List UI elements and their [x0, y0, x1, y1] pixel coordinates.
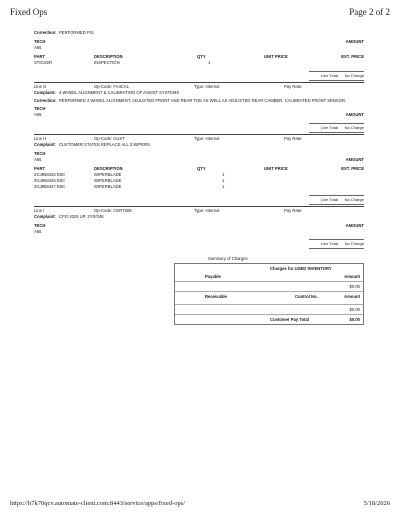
page-url: https://h7k70qcv.automate-client.com:8443/service/apps/fixed-ops/: [10, 500, 186, 507]
receivable-amount-header: Amount: [344, 294, 360, 299]
part-qty: 1: [208, 60, 211, 65]
amount-header: AMOUNT: [345, 157, 364, 162]
line-g-block: [34, 84, 364, 132]
tech-value: A65: [34, 112, 42, 117]
line-total-box: [34, 240, 364, 248]
line-i-tech-value-row: [34, 229, 364, 235]
tech-value: A65: [34, 157, 42, 162]
line-i-label: Line I: [34, 208, 45, 213]
payable-row: [175, 272, 363, 281]
part-qty: 1: [222, 184, 225, 189]
amount-header: AMOUNT: [345, 223, 364, 228]
complaint-label: Complaint:: [34, 142, 56, 147]
line-total-value: No Charge: [344, 197, 364, 202]
control-number-header: Control No.: [295, 294, 318, 299]
receivable-value: $0.00: [349, 307, 360, 312]
unit-price-header: UNIT PRICE: [264, 54, 288, 59]
summary-title: Summary of Charges: [208, 256, 248, 261]
table-row: [34, 184, 364, 190]
line-i-pay-rate: Pay Rate:: [284, 208, 303, 213]
repair-order-content: [34, 30, 364, 325]
line-total-box: [34, 196, 364, 204]
line-i-divider: [34, 206, 364, 207]
line-g-complaint-row: [34, 90, 364, 96]
correction-label: Correction:: [34, 98, 57, 103]
correction-text: PERFORMED PSI: [59, 30, 94, 35]
line-g-correction-row: [34, 98, 364, 104]
page-header: [10, 7, 390, 19]
tech-label: TECH: [34, 223, 46, 228]
part-number: 2GJ958427 E8C: [34, 184, 65, 189]
summary-grid: [174, 263, 364, 325]
amount-header: AMOUNT: [345, 39, 364, 44]
line-g-pay-rate: Pay Rate:: [284, 84, 303, 89]
complaint-label: Complaint:: [34, 90, 56, 95]
part-header: PART: [34, 166, 46, 171]
line-i-block: [34, 208, 364, 248]
amount-header: AMOUNT: [345, 112, 364, 117]
print-date: 5/18/2026: [363, 500, 390, 507]
line-g-type: Type: Internal: [194, 84, 220, 89]
receivable-label: Receivable: [205, 294, 227, 299]
line-i-type: Type: Internal: [194, 208, 220, 213]
line-g-tech-value-row: [34, 112, 364, 118]
correction-text: PERFORMED 4 WHEEL ALIGNMENT, ADJUSTED FRONT AND REAR TOE AS WELL AS ADJUSTED REAR CAMBER. CALIBRATED FRONT SENSOR.: [59, 98, 347, 103]
tech-value: A65: [34, 229, 42, 234]
line-g-opcode: Op-Code: FA4CAL: [94, 84, 129, 89]
summary-heading-row: [175, 264, 363, 272]
correction-row: [34, 30, 364, 36]
part-number: STICKER: [34, 60, 53, 65]
line-total-value: No Charge: [344, 73, 364, 78]
line-total-label: Line Total: [320, 73, 338, 78]
continued-line-block: [34, 30, 364, 80]
part-description: WIPERBLADE: [94, 172, 122, 177]
tech-value-row: [34, 45, 364, 51]
tech-label: TECH: [34, 106, 46, 111]
part-header: PART: [34, 54, 46, 59]
line-h-label: Line H: [34, 136, 47, 141]
part-description: WIPERBLADE: [94, 178, 122, 183]
part-description: INSPECTION: [94, 60, 120, 65]
line-total-label: Line Total: [320, 197, 338, 202]
complaint-text: CUSTOMER STATES REPLACE ALL 3 WIPERS.: [59, 142, 151, 147]
ext-price-header: EXT. PRICE: [341, 166, 364, 171]
line-i-complaint-row: [34, 214, 364, 220]
line-i-opcode: Op-Code: CERT308: [94, 208, 132, 213]
line-h-tech-value-row: [34, 157, 364, 163]
line-total-value: No Charge: [344, 241, 364, 246]
line-h-complaint-row: [34, 142, 364, 148]
payable-label: Payable: [205, 274, 221, 279]
part-qty: 1: [222, 172, 225, 177]
unit-price-header: UNIT PRICE: [264, 166, 288, 171]
complaint-text: CPO 2025 UP, 2YR/24K: [59, 214, 105, 219]
part-number: 2GJ958426 E8C: [34, 172, 65, 177]
payable-value-row: [175, 281, 363, 291]
ext-price-header: EXT. PRICE: [341, 54, 364, 59]
tech-label: TECH: [34, 39, 46, 44]
complaint-label: Complaint:: [34, 214, 56, 219]
customer-pay-total-label: Customer Pay Total: [270, 317, 310, 322]
page-number: Page 2 of 2: [349, 7, 390, 17]
line-h-type: Type: Internal: [194, 136, 220, 141]
line-g-label: Line G: [34, 84, 47, 89]
line-total-box: [34, 124, 364, 132]
line-total-box: [34, 72, 364, 80]
correction-label: Correction:: [34, 30, 57, 35]
line-h-divider: [34, 134, 364, 135]
tech-value: A65: [34, 45, 42, 50]
complaint-text: 4 WHEEL ALIGNMENT & CALIBRATION OF ASSIST SYSTEMS: [59, 90, 180, 95]
part-description: WIPERBLADE: [94, 184, 122, 189]
summary-of-charges: [174, 256, 364, 325]
qty-header: QTY: [197, 54, 206, 59]
line-total-value: No Charge: [344, 125, 364, 130]
description-header: DESCRIPTION: [94, 166, 123, 171]
line-h-opcode: Op-Code: CUST: [94, 136, 125, 141]
payable-amount-header: Amount: [344, 274, 360, 279]
summary-heading: Charges for USED INVENTORY: [270, 266, 332, 271]
line-total-label: Line Total: [320, 241, 338, 246]
part-qty: 1: [222, 178, 225, 183]
customer-pay-total-row: [175, 314, 363, 324]
description-header: DESCRIPTION: [94, 54, 123, 59]
receivable-row: [175, 291, 363, 304]
tech-label: TECH: [34, 151, 46, 156]
line-h-pay-rate: Pay Rate:: [284, 136, 303, 141]
line-h-block: [34, 136, 364, 204]
line-total-label: Line Total: [320, 125, 338, 130]
customer-pay-total-value: $0.00: [349, 317, 360, 322]
qty-header: QTY: [197, 166, 206, 171]
line-g-divider: [34, 82, 364, 83]
payable-value: $0.00: [349, 284, 360, 289]
receivable-value-row: [175, 304, 363, 314]
part-number: 2GJ958426 E8C: [34, 178, 65, 183]
page-footer: [10, 500, 390, 510]
table-row: [34, 60, 364, 66]
page-title: Fixed Ops: [10, 7, 48, 17]
